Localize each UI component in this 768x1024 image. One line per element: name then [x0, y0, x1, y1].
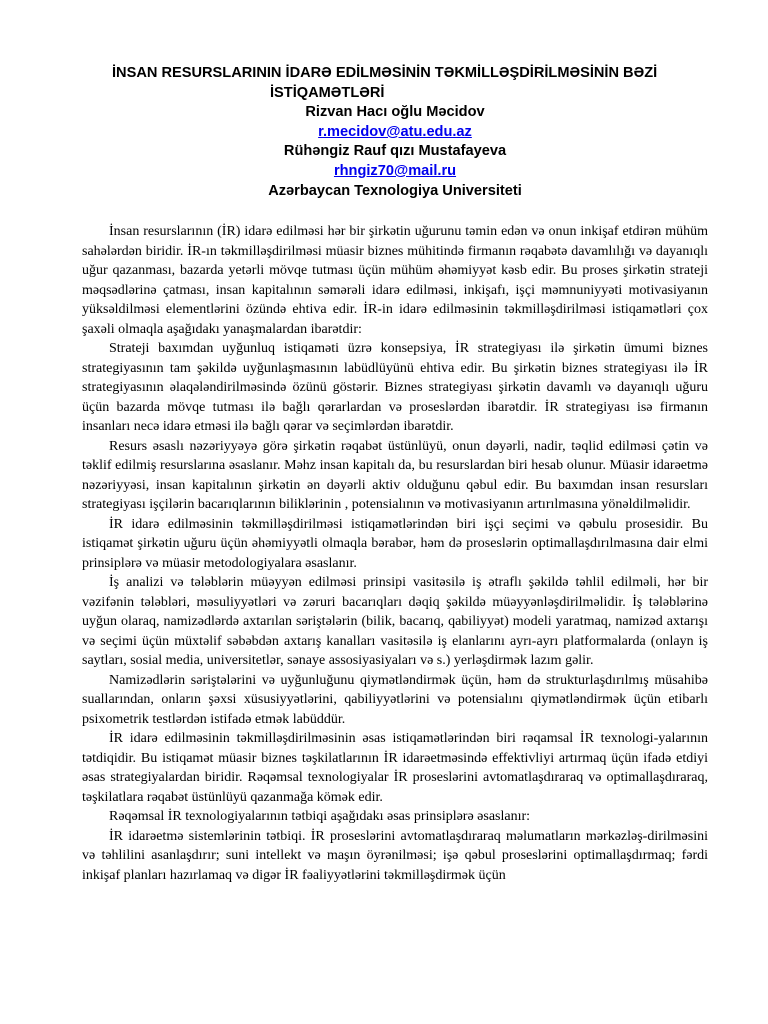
paragraph: İR idarə edilməsinin təkmilləşdirilməsi istiqamətlərindən biri işçi seçimi və qəbulu prosesidir. Bu istiqamət şirkətin uğuru üçün əhəmiyyətli olmaqla bərabər, həm də proseslərin optimallaşdırılmasına dair elmi prinsiplərə və müasir metodologiyalara əsaslanır. — [82, 516, 708, 571]
author-1: Rizvan Hacı oğlu Məcidov — [305, 104, 485, 121]
paragraph: İnsan resurslarının (İR) idarə edilməsi hər bir şirkətin uğurunu təmin edən və onun inkişaf etdirən mühüm sahələrdən biridir. İR-ın təkmilləşdirilməsi müasir biznes mühitində firmanın rəqabətə davamlılığı və dayanıqlı uğur qazanması, bazarda yetərli mövqe tutması üçün mühüm əhəmiyyət kəsb edir. Bu proses şirkətin strateji məqsədlərinə çatması, insan kapitalının səmərəli idarə edilməsi, inkişafı, işçi məmnuniyyəti motivasiyanın yüksəldilməsi elementlərini özündə ehtiva edir. İR-in idarə edilməsinin təkmilləşdirilməsi istiqamətləri çox şaxəli olmaqla aşağıdakı yanaşmalardan ibarətdir: — [82, 224, 708, 337]
paragraph: İş analizi və tələblərin müəyyən edilməsi prinsipi vasitəsilə iş ətraflı şəkildə təhlil edilməli, hər bir vəzifənin tələbləri, məsuliyyətləri və zəruri bacarıqları dəqiq şəkildə müəyyənləşdirilməlidir. İş tələblərinə uyğun olaraq, namizədlərdə axtarılan səriştələrin (bilik, bacarıq, qabiliyyət) modeli yaratmaq, namizəd axtarışı və seçimi üçün müxtəlif səbəbdən axtarış kanalları vasitəsilə iş elanlarını ayrı-ayrı platformalarda (onlayn iş saytları, sosial media, universitetlər, sənaye assosiyasiyaları və s.) yerləşdirmək lazım gəlir. — [82, 575, 708, 669]
paragraph: İR idarə edilməsinin təkmilləşdirilməsinin əsas istiqamətlərindən biri rəqamsal İR texnologi-yalarının tətdiqidir. Bu istiqamət müasir biznes təşkilatlarının İR idarəetməsində effektivliyi artırmaq üçün ifadə etdiyi əsas strategiyalardan biridir. Rəqəmsal texnologiyalar İR proseslərini avtomatlaşdıraraq və optimallaşdıraraq, təşkilatlara rəqabət üstünlüyü qazanmağa kömək edir. — [82, 731, 708, 805]
paragraph: Resurs əsaslı nəzəriyyəyə görə şirkətin rəqabət üstünlüyü, onun dəyərli, nadir, təqlid edilməsi çətin və təklif edilmiş resurslarına əsaslanır. Məhz insan kapitalı da, bu resurslardan biri hesab olunur. Müasir idarəetmə nəzəriyyəsi, insan kapitalının şirkətin ən dəyərli aktiv olduğunu qəbul edir. Bu baxımdan insan resursları strategiyası işçilərin bacarıqlarının biliklərinin , potensialının və motivasiyanın artırılmasına yönəldilməlidir. — [82, 438, 708, 513]
email-link-2[interactable]: rhngiz70@mail.ru — [333, 162, 457, 179]
paper-header — [82, 64, 708, 201]
paragraph: İR idarəetmə sistemlərinin tətbiqi. İR proseslərini avtomatlaşdıraraq məlumatların mərkəzləş-dirilməsini və təhlilini asanlaşdırır; suni intellekt və maşın öyrənilməsi; işə qəbul proseslərini optimallaşdırmaq; fərdi inkişaf planları hazırlamaq və digər İR fəaliyyətlərini təkmilləşdirmək üçün — [82, 828, 708, 883]
paper-body — [82, 222, 708, 885]
title-line-2: İSTİQAMƏTLƏRİ — [270, 84, 385, 101]
author-2: Rühəngiz Rauf qızı Mustafayeva — [283, 143, 507, 160]
paper-title — [82, 64, 708, 103]
institution: Azərbaycan Texnologiya Universiteti — [268, 182, 522, 199]
paragraph: Rəqəmsal İR texnologiyalarının tətbiqi aşağıdakı əsas prinsiplərə əsaslanır: — [109, 809, 531, 825]
email-link-1[interactable]: r.mecidov@atu.edu.az — [318, 123, 472, 140]
paragraph: Strateji baxımdan uyğunluq istiqaməti üzrə konsepsiya, İR strategiyası ilə şirkətin ümumi biznes strategiyasının tam şəkildə uyğunlaşmasının labüdlüyünü ehtiva edir. Bu şirkətin biznes strategiyası ilə İR strategiyasının əlaqələndirilməsində özünü göstərir. Biznes strategiyası şirkətin davamlı və dayanıqlı uğuru üçün bazarda mövqe tutması ilə bağlı qərarlardan və proseslərdən ibarətdir. İR strategiyası isə firmanın insanları necə idarə etməsi ilə bağlı qərar və seçimlərdən ibarətdir. — [82, 341, 708, 435]
paragraph: Namizədlərin səriştələrini və uyğunluğunu qiymətləndirmək üçün, həm də strukturlaşdırılmış müsahibə suallarından, onların şəxsi xüsusiyyətlərini, qabiliyyətlərini və potensialını qiymətləndirmək üçün etibarlı psixometrik testlərdən istifadə etmək labüddür. — [82, 672, 708, 727]
title-line-1: İNSAN RESURSLARININ İDARƏ EDİLMƏSİNİN TƏKMİLLƏŞDİRİLMƏSİNİN BƏZİ — [112, 65, 658, 81]
